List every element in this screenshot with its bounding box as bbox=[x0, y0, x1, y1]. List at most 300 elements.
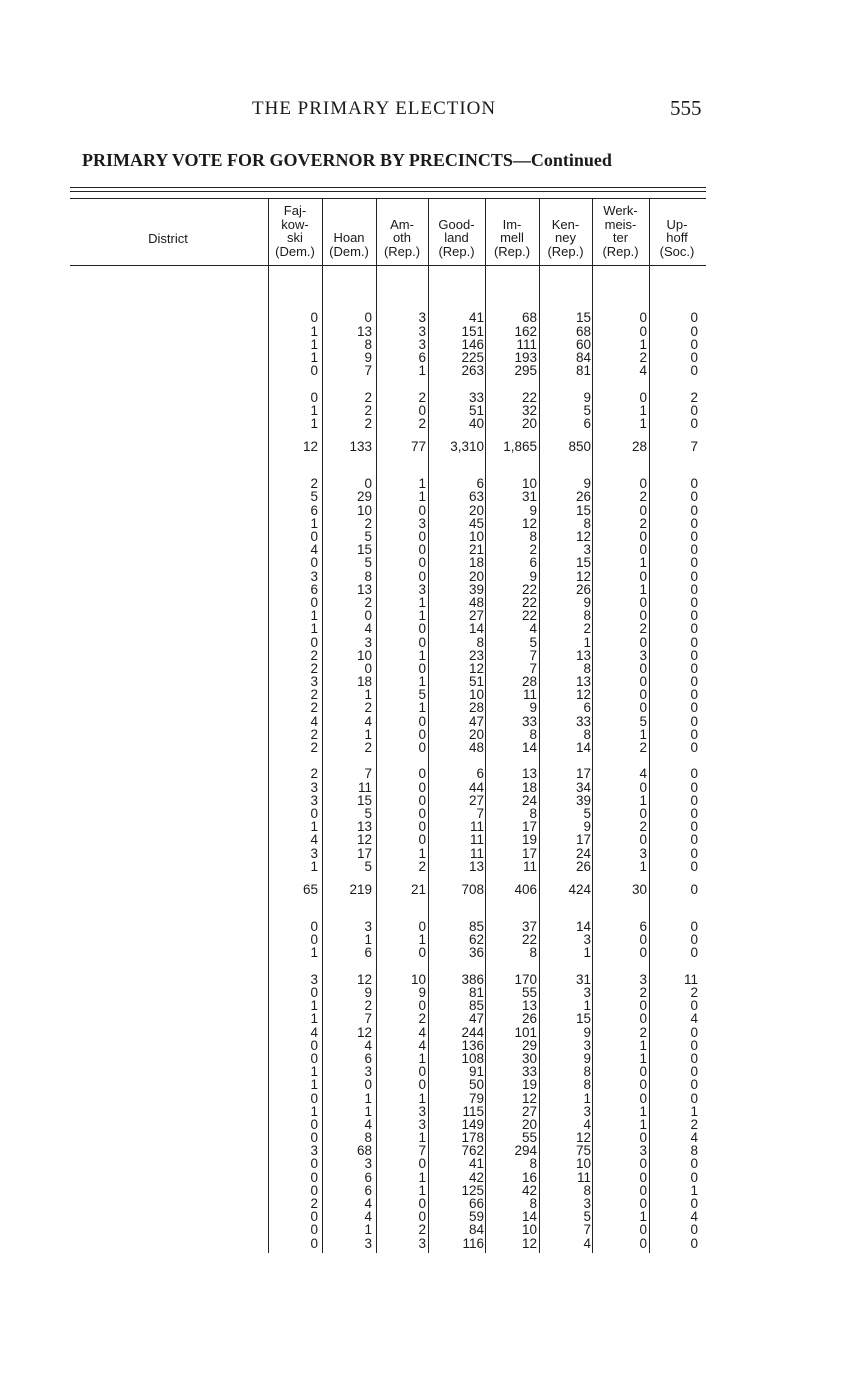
vote-cell: 2 bbox=[639, 985, 647, 1000]
column-header-line: (Rep.) bbox=[493, 243, 531, 259]
vote-cell: 1 bbox=[418, 1182, 426, 1198]
vote-cell: 22 bbox=[521, 389, 537, 405]
vote-cell: 81 bbox=[468, 985, 484, 1000]
vote-cell: 3 bbox=[310, 971, 318, 987]
vote-cell: 19 bbox=[521, 1077, 537, 1093]
vote-cell: 2 bbox=[690, 985, 698, 1000]
vote-cell: 68 bbox=[575, 323, 591, 339]
vote-cell: 1 bbox=[639, 1209, 647, 1225]
table-row bbox=[70, 1026, 710, 1039]
vote-cell: 9 bbox=[583, 1050, 591, 1066]
vote-cell: 31 bbox=[521, 489, 537, 505]
vote-cell: 0 bbox=[310, 363, 318, 379]
vote-cell: 0 bbox=[690, 1222, 698, 1238]
vote-cell: 2 bbox=[529, 542, 537, 558]
vote-cell: 1 bbox=[418, 932, 426, 948]
vote-cell: 0 bbox=[639, 945, 647, 961]
vote-cell: 1 bbox=[418, 1090, 426, 1106]
column-header-line: Hoan bbox=[333, 230, 365, 245]
vote-cell: 0 bbox=[364, 660, 372, 676]
vote-cell: 12 bbox=[468, 660, 484, 676]
vote-cell: 29 bbox=[521, 1037, 537, 1053]
vote-cell: 3 bbox=[583, 985, 591, 1000]
vote-cell: 0 bbox=[690, 792, 698, 808]
vote-cell: 8 bbox=[583, 608, 591, 624]
table-row bbox=[70, 504, 710, 517]
column-header bbox=[428, 204, 485, 258]
vote-cell: 8 bbox=[529, 1156, 537, 1172]
vote-cell: 294 bbox=[514, 1143, 537, 1159]
vote-cell: 2 bbox=[310, 647, 318, 663]
vote-cell: 0 bbox=[418, 1077, 426, 1093]
vote-cell: 1 bbox=[639, 402, 647, 418]
vote-cell: 3 bbox=[583, 1196, 591, 1211]
vote-cell: 2 bbox=[364, 740, 372, 755]
vote-cell: 0 bbox=[690, 594, 698, 610]
vote-cell: 28 bbox=[521, 674, 537, 690]
vote-cell: 0 bbox=[690, 674, 698, 690]
table-row bbox=[70, 701, 710, 714]
column-header-line: ski bbox=[287, 230, 303, 245]
section-heading bbox=[70, 377, 710, 390]
table-row bbox=[70, 946, 710, 959]
table-row bbox=[70, 583, 710, 596]
vote-cell: 2 bbox=[364, 515, 372, 531]
column-header-line: hoff bbox=[666, 230, 688, 245]
vote-cell: 0 bbox=[690, 945, 698, 961]
vote-cell: 17 bbox=[575, 832, 591, 848]
vote-cell: 0 bbox=[418, 502, 426, 518]
vote-cell: 85 bbox=[468, 998, 484, 1014]
vote-cell: 33 bbox=[468, 389, 484, 405]
vote-cell: 21 bbox=[410, 881, 426, 897]
vote-cell: 4 bbox=[418, 1037, 426, 1053]
vote-cell: 0 bbox=[310, 932, 318, 948]
vote-cell: 30 bbox=[521, 1050, 537, 1066]
vote-cell: 1 bbox=[418, 1169, 426, 1185]
vote-cell: 0 bbox=[690, 402, 698, 418]
vote-cell: 20 bbox=[521, 415, 537, 431]
vote-cell: 11 bbox=[469, 845, 484, 861]
table-row bbox=[70, 311, 710, 324]
vote-cell: 0 bbox=[690, 845, 698, 861]
vote-cell: 22 bbox=[521, 594, 537, 610]
vote-cell: 10 bbox=[521, 1222, 537, 1238]
vote-cell: 263 bbox=[461, 363, 484, 379]
vote-cell: 0 bbox=[639, 660, 647, 676]
page-number: 555 bbox=[670, 96, 702, 120]
top-rule-1 bbox=[70, 187, 706, 188]
vote-cell: 12 bbox=[521, 1090, 537, 1106]
vote-cell: 0 bbox=[690, 310, 698, 326]
table-row bbox=[70, 1237, 710, 1250]
section-heading bbox=[70, 298, 710, 311]
column-header bbox=[376, 204, 428, 258]
vote-cell: 10 bbox=[521, 476, 537, 492]
vote-cell: 1 bbox=[418, 363, 426, 379]
vote-cell: 3 bbox=[310, 845, 318, 861]
vote-cell: 3 bbox=[639, 845, 647, 861]
vote-cell: 1 bbox=[310, 621, 318, 637]
vote-cell: 6 bbox=[583, 700, 591, 716]
vote-cell: 7 bbox=[364, 363, 372, 379]
vote-cell: 0 bbox=[639, 634, 647, 650]
vote-cell: 0 bbox=[690, 1077, 698, 1093]
vote-cell: 0 bbox=[364, 608, 372, 624]
vote-cell: 1 bbox=[418, 1130, 426, 1146]
vote-cell: 2 bbox=[364, 402, 372, 418]
table-row bbox=[70, 999, 710, 1012]
vote-cell: 47 bbox=[468, 1011, 484, 1027]
vote-cell: 3 bbox=[418, 323, 426, 339]
vote-cell: 1 bbox=[639, 415, 647, 431]
vote-cell: 133 bbox=[349, 439, 372, 455]
table-row bbox=[70, 596, 710, 609]
column-header bbox=[322, 204, 376, 258]
table-row bbox=[70, 767, 710, 780]
vote-cell: 115 bbox=[462, 1103, 484, 1119]
vote-cell: 4 bbox=[364, 713, 372, 729]
vote-cell: 0 bbox=[310, 1169, 318, 1185]
vote-cell: 0 bbox=[418, 792, 426, 808]
vote-cell: 0 bbox=[639, 700, 647, 716]
vote-cell: 0 bbox=[418, 1064, 426, 1080]
vote-cell: 0 bbox=[310, 1209, 318, 1225]
vote-cell: 0 bbox=[418, 634, 426, 650]
vote-cell: 2 bbox=[310, 1196, 318, 1211]
vote-cell: 6 bbox=[310, 581, 318, 597]
vote-cell: 84 bbox=[468, 1222, 484, 1238]
vote-cell: 66 bbox=[468, 1196, 484, 1211]
vote-cell: 0 bbox=[639, 568, 647, 584]
vote-cell: 2 bbox=[639, 515, 647, 531]
vote-cell: 21 bbox=[468, 542, 484, 558]
vote-cell: 45 bbox=[468, 515, 484, 531]
top-rule-2 bbox=[70, 191, 706, 192]
vote-cell: 5 bbox=[364, 555, 372, 571]
vote-cell: 0 bbox=[639, 998, 647, 1014]
vote-cell: 2 bbox=[418, 858, 426, 874]
vote-cell: 0 bbox=[310, 985, 318, 1000]
vote-cell: 2 bbox=[639, 819, 647, 835]
vote-cell: 0 bbox=[690, 766, 698, 782]
table-row bbox=[70, 920, 710, 933]
vote-cell: 12 bbox=[521, 1235, 537, 1251]
table-row bbox=[70, 404, 710, 417]
vote-cell: 0 bbox=[418, 766, 426, 782]
vote-cell: 10 bbox=[410, 971, 426, 987]
vote-cell: 1 bbox=[418, 594, 426, 610]
vote-cell: 2 bbox=[639, 740, 647, 755]
column-header-line: (Rep.) bbox=[602, 243, 639, 259]
vote-cell: 0 bbox=[639, 608, 647, 624]
vote-cell: 0 bbox=[418, 919, 426, 935]
vote-cell: 23 bbox=[468, 647, 484, 663]
vote-cell: 0 bbox=[690, 1090, 698, 1106]
table-row bbox=[70, 807, 710, 820]
vote-cell: 34 bbox=[575, 779, 591, 795]
vote-cell: 219 bbox=[349, 881, 372, 897]
vote-cell: 3 bbox=[310, 674, 318, 690]
vote-cell: 10 bbox=[575, 1156, 591, 1172]
vote-cell: 0 bbox=[639, 310, 647, 326]
vote-cell: 0 bbox=[310, 1156, 318, 1172]
vote-cell: 1 bbox=[310, 945, 318, 961]
table-row bbox=[70, 391, 710, 404]
vote-cell: 0 bbox=[639, 1090, 647, 1106]
section-heading bbox=[70, 754, 710, 767]
table-row bbox=[70, 741, 710, 754]
vote-cell: 15 bbox=[575, 1011, 591, 1027]
vote-cell: 6 bbox=[418, 349, 426, 365]
vote-cell: 28 bbox=[468, 700, 484, 716]
vote-cell: 40 bbox=[468, 415, 484, 431]
vote-cell: 7 bbox=[583, 1222, 591, 1238]
vote-cell: 7 bbox=[364, 1011, 372, 1027]
vote-cell: 33 bbox=[521, 713, 537, 729]
vote-cell: 1 bbox=[310, 336, 318, 352]
vote-cell: 29 bbox=[356, 489, 372, 505]
vote-cell: 1 bbox=[418, 674, 426, 690]
vote-cell: 8 bbox=[529, 726, 537, 742]
vote-cell: 3 bbox=[583, 932, 591, 948]
vote-cell: 2 bbox=[639, 1024, 647, 1040]
vote-cell: 9 bbox=[583, 476, 591, 492]
vote-cell: 4 bbox=[310, 832, 318, 848]
vote-cell: 3 bbox=[418, 1103, 426, 1119]
vote-cell: 0 bbox=[639, 1235, 647, 1251]
vote-cell: 136 bbox=[461, 1037, 484, 1053]
vote-cell: 79 bbox=[468, 1090, 484, 1106]
vote-cell: 0 bbox=[690, 1050, 698, 1066]
vote-cell: 1 bbox=[310, 858, 318, 874]
column-header-line bbox=[539, 204, 592, 218]
vote-cell: 2 bbox=[418, 1011, 426, 1027]
vote-cell: 13 bbox=[468, 858, 484, 874]
vote-cell: 33 bbox=[521, 1064, 537, 1080]
vote-cell: 0 bbox=[639, 1130, 647, 1146]
vote-cell: 6 bbox=[529, 555, 537, 571]
vote-cell: 406 bbox=[514, 881, 537, 897]
vote-cell: 22 bbox=[521, 581, 537, 597]
vote-cell: 3 bbox=[583, 542, 591, 558]
vote-cell: 0 bbox=[639, 542, 647, 558]
vote-cell: 84 bbox=[575, 349, 591, 365]
table-row bbox=[70, 1131, 710, 1144]
table-row bbox=[70, 477, 710, 490]
vote-cell: 0 bbox=[639, 932, 647, 948]
vote-cell: 0 bbox=[690, 881, 698, 897]
vote-cell: 10 bbox=[356, 647, 372, 663]
vote-cell: 1 bbox=[364, 1222, 372, 1238]
vote-cell: 41 bbox=[468, 1156, 484, 1172]
vote-cell: 4 bbox=[690, 1130, 698, 1146]
vote-cell: 27 bbox=[468, 608, 484, 624]
vote-cell: 68 bbox=[356, 1143, 372, 1159]
column-header-line: Am- bbox=[390, 216, 414, 232]
vote-cell: 13 bbox=[575, 674, 591, 690]
column-header bbox=[649, 204, 705, 258]
vote-cell: 116 bbox=[462, 1235, 484, 1251]
vote-cell: 111 bbox=[516, 336, 537, 352]
vote-cell: 0 bbox=[639, 476, 647, 492]
vote-cell: 8 bbox=[476, 634, 484, 650]
table-row bbox=[70, 570, 710, 583]
vote-cell: 0 bbox=[690, 476, 698, 492]
vote-cell: 0 bbox=[418, 542, 426, 558]
vote-cell: 9 bbox=[583, 1024, 591, 1040]
vote-cell: 1 bbox=[364, 1103, 372, 1119]
vote-cell: 12 bbox=[575, 529, 591, 544]
vote-cell: 5 bbox=[364, 858, 372, 874]
vote-cell: 850 bbox=[568, 439, 591, 455]
column-header-line bbox=[485, 204, 539, 218]
vote-cell: 0 bbox=[639, 779, 647, 795]
table-row bbox=[70, 543, 710, 556]
vote-cell: 81 bbox=[575, 363, 591, 379]
table-row bbox=[70, 781, 710, 794]
vote-cell: 1 bbox=[639, 1050, 647, 1066]
vote-cell: 6 bbox=[310, 502, 318, 518]
vote-cell: 3 bbox=[418, 310, 426, 326]
column-header-line: land bbox=[444, 230, 469, 245]
vote-cell: 1 bbox=[310, 349, 318, 365]
vote-cell: 0 bbox=[690, 1235, 698, 1251]
vote-cell: 1 bbox=[639, 581, 647, 597]
vote-cell: 762 bbox=[461, 1143, 484, 1159]
column-header-line: meis- bbox=[604, 216, 637, 232]
vote-cell: 39 bbox=[468, 581, 484, 597]
vote-cell: 1 bbox=[639, 726, 647, 742]
vote-cell: 0 bbox=[418, 1209, 426, 1225]
vote-cell: 0 bbox=[639, 1182, 647, 1198]
vote-cell: 22 bbox=[521, 608, 537, 624]
running-head bbox=[0, 98, 859, 122]
vote-cell: 1 bbox=[310, 515, 318, 531]
vote-cell: 20 bbox=[468, 502, 484, 518]
table-row bbox=[70, 1223, 710, 1236]
vote-cell: 0 bbox=[310, 310, 318, 326]
vote-cell: 4 bbox=[364, 621, 372, 637]
vote-cell: 8 bbox=[364, 568, 372, 584]
vote-cell: 3 bbox=[364, 634, 372, 650]
vote-cell: 0 bbox=[418, 555, 426, 571]
vote-cell: 17 bbox=[575, 766, 591, 782]
column-header bbox=[592, 204, 649, 258]
vote-cell: 3 bbox=[364, 1064, 372, 1080]
vote-cell: 0 bbox=[310, 1037, 318, 1053]
section-heading bbox=[70, 960, 710, 973]
table-row bbox=[70, 325, 710, 338]
table-row bbox=[70, 986, 710, 999]
vote-cell: 18 bbox=[468, 555, 484, 571]
vote-cell: 0 bbox=[690, 1196, 698, 1211]
table-row bbox=[70, 1144, 710, 1157]
vote-cell: 0 bbox=[639, 1222, 647, 1238]
vote-cell: 63 bbox=[468, 489, 484, 505]
vote-cell: 0 bbox=[639, 594, 647, 610]
vote-cell: 15 bbox=[575, 502, 591, 518]
table-row bbox=[70, 833, 710, 846]
vote-cell: 77 bbox=[410, 439, 426, 455]
vote-cell: 1 bbox=[639, 555, 647, 571]
table-row bbox=[70, 1065, 710, 1078]
vote-cell: 0 bbox=[690, 415, 698, 431]
vote-cell: 0 bbox=[690, 529, 698, 544]
vote-cell: 55 bbox=[521, 985, 537, 1000]
vote-cell: 295 bbox=[514, 363, 537, 379]
vote-cell: 0 bbox=[690, 489, 698, 505]
vote-cell: 386 bbox=[461, 971, 484, 987]
table-row bbox=[70, 1012, 710, 1025]
column-header-line bbox=[322, 218, 376, 232]
column-header-line: (Rep.) bbox=[438, 243, 475, 259]
vote-cell: 6 bbox=[583, 415, 591, 431]
vote-cell: 1 bbox=[418, 845, 426, 861]
column-header-line bbox=[376, 204, 428, 218]
vote-cell: 3 bbox=[583, 1037, 591, 1053]
vote-cell: 0 bbox=[690, 555, 698, 571]
vote-cell: 6 bbox=[476, 766, 484, 782]
vote-cell: 2 bbox=[310, 726, 318, 742]
vote-cell: 0 bbox=[690, 932, 698, 948]
vote-cell: 0 bbox=[310, 1130, 318, 1146]
column-header-line: kow- bbox=[281, 216, 309, 232]
vote-cell: 0 bbox=[639, 1156, 647, 1172]
table-row bbox=[70, 636, 710, 649]
vote-cell: 50 bbox=[468, 1077, 484, 1093]
vote-cell: 0 bbox=[418, 805, 426, 821]
vote-cell: 0 bbox=[639, 1064, 647, 1080]
vote-cell: 3 bbox=[639, 1143, 647, 1159]
vote-cell: 708 bbox=[461, 881, 484, 897]
vote-cell: 4 bbox=[529, 621, 537, 637]
vote-cell: 424 bbox=[568, 881, 591, 897]
vote-cell: 0 bbox=[690, 832, 698, 848]
vote-cell: 1 bbox=[639, 792, 647, 808]
column-header-line bbox=[322, 204, 376, 218]
vote-cell: 12 bbox=[356, 1024, 372, 1040]
column-header-line: (Dem.) bbox=[329, 243, 369, 259]
vote-cell: 91 bbox=[468, 1064, 484, 1080]
vote-cell: 244 bbox=[461, 1024, 484, 1040]
vote-cell: 3 bbox=[364, 1156, 372, 1172]
vote-cell: 0 bbox=[418, 529, 426, 544]
vote-cell: 3,310 bbox=[450, 439, 484, 455]
vote-cell: 2 bbox=[690, 389, 698, 405]
vote-cell: 4 bbox=[418, 1024, 426, 1040]
vote-cell: 9 bbox=[364, 349, 372, 365]
vote-cell: 0 bbox=[310, 1182, 318, 1198]
table-row bbox=[70, 351, 710, 364]
vote-cell: 11 bbox=[576, 1169, 591, 1185]
vote-cell: 15 bbox=[356, 542, 372, 558]
vote-cell: 18 bbox=[521, 779, 537, 795]
vote-cell: 13 bbox=[356, 581, 372, 597]
column-header-line: (Rep.) bbox=[383, 243, 421, 259]
vote-cell: 68 bbox=[521, 310, 537, 326]
vote-cell: 0 bbox=[310, 805, 318, 821]
vote-cell: 0 bbox=[310, 1116, 318, 1132]
vote-cell: 26 bbox=[521, 1011, 537, 1027]
vote-cell: 11 bbox=[469, 819, 484, 835]
vote-cell: 225 bbox=[461, 349, 484, 365]
vote-cell: 2 bbox=[364, 998, 372, 1014]
table-row bbox=[70, 417, 710, 430]
vote-cell: 1 bbox=[310, 1077, 318, 1093]
vote-cell: 0 bbox=[690, 323, 698, 339]
table-row bbox=[70, 688, 710, 701]
